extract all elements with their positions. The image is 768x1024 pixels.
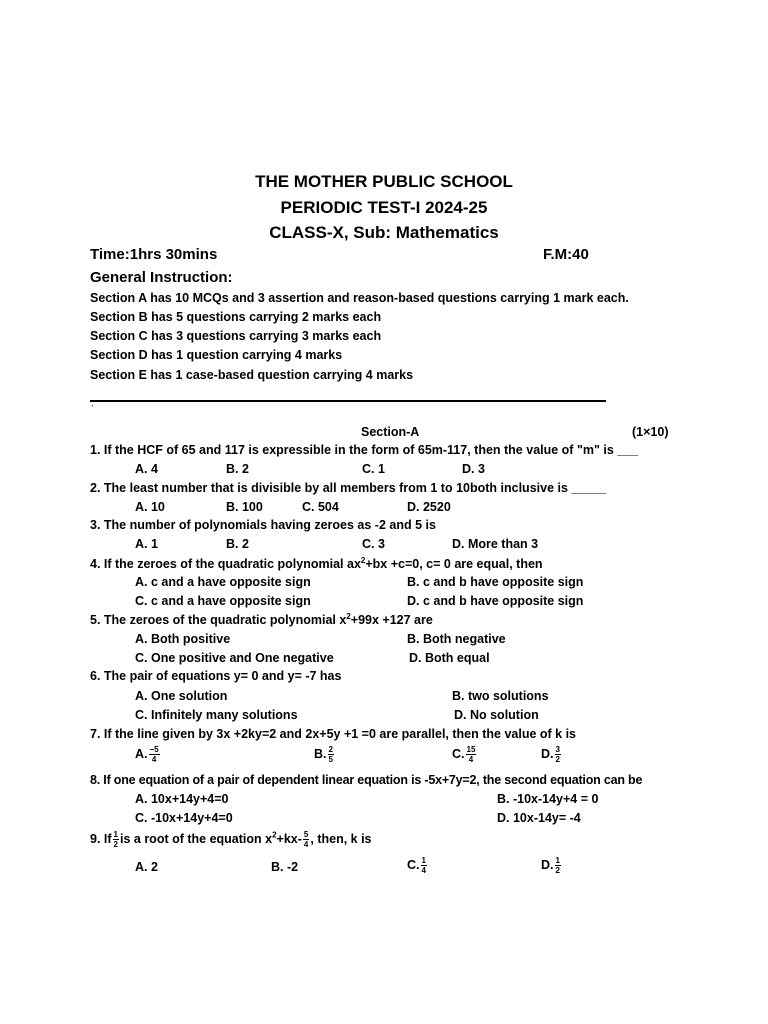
option [541,745,562,764]
question-text: 5. The zeroes of the quadratic polynomial x [90,613,347,628]
denominator: 2 [113,840,118,849]
denominator: 4 [151,755,157,764]
test-title: PERIODIC TEST-I 2024-25 [280,198,488,217]
option: D. 2520 [407,500,451,514]
option-prefix: C. [407,857,420,872]
option: B. c and b have opposite sign [407,575,584,589]
option [135,745,161,764]
option: D. Both equal [409,651,490,665]
instruction-line: Section B has 5 questions carrying 2 marks each [90,310,382,324]
exponent: 2 [272,830,277,840]
option: A. c and a have opposite sign [135,575,311,589]
numerator: 15 [466,745,476,754]
denominator: 4 [468,755,474,764]
option: D. 10x-14y= -4 [497,811,581,825]
numerator: 1 [113,830,118,839]
option: D. 3 [462,462,485,476]
school-name: THE MOTHER PUBLIC SCHOOL [255,172,513,191]
question-7: 7. If the line given by 3x +2ky=2 and 2x+5y +1 =0 are parallel, then the value of k is [90,727,576,741]
fraction [149,745,160,764]
numerator: 3 [555,745,560,754]
numerator: 1 [555,856,560,865]
divider-line [90,400,606,402]
denominator: 2 [555,866,560,875]
fraction [328,745,334,764]
fraction [421,856,427,875]
instruction-line: Section E has 1 case-based question carrying 4 marks [90,368,414,382]
numerator: 5 [303,830,309,839]
class-subject: CLASS-X, Sub: Mathematics [269,223,499,242]
question-text: +99x +127 are [350,613,433,628]
instructions-title: General Instruction: [90,269,233,286]
question-text: 9. If [90,831,112,846]
instruction-line: Section D has 1 question carrying 4 marks [90,348,343,362]
numerator: 2 [328,745,333,754]
option-prefix: D. [541,857,554,872]
option [452,745,477,764]
option: B. -10x-14y+4 = 0 [497,792,599,806]
option: D. No solution [454,708,539,722]
option: C. Infinitely many solutions [135,708,298,722]
option: B. 2 [226,462,249,476]
instruction-line: Section A has 10 MCQs and 3 assertion and reason-based questions carrying 1 mark each. [90,291,629,305]
fraction [113,830,119,849]
option [314,745,335,764]
question-9 [90,830,372,849]
option: A. 1 [135,537,158,551]
option-prefix: C. [452,746,465,761]
option: A. 10 [135,500,165,514]
option: A. Both positive [135,632,231,646]
question-text: , then, k is [310,831,372,846]
denominator: 4 [421,866,426,875]
stray-mark: ` [91,404,94,414]
option: A. One solution [135,689,228,703]
fraction [555,745,561,764]
question-2: 2. The least number that is divisible by all members from 1 to 10both inclusive is _____ [90,481,607,495]
option-prefix: D. [541,746,554,761]
section-title: Section-A [361,425,420,439]
question-8: 8. If one equation of a pair of dependent linear equation is -5x+7y=2, the second equation can be [90,773,643,787]
denominator: 5 [328,755,333,764]
full-marks: F.M:40 [543,246,589,263]
option [407,856,428,875]
question-text: +kx- [276,831,302,846]
option: D. c and b have opposite sign [407,594,584,608]
section-marks: (1×10) [632,425,669,439]
time-label: Time:1hrs 30mins [90,246,218,263]
question-text: +bx +c=0, c= 0 are equal, then [365,557,543,572]
option: B. two solutions [452,689,549,703]
fraction [555,856,561,875]
denominator: 2 [555,755,560,764]
option: B. 100 [226,500,263,514]
option: C. One positive and One negative [135,651,334,665]
numerator: −5 [149,745,159,754]
option: C. 504 [302,500,339,514]
question-3: 3. The number of polynomials having zeroes as -2 and 5 is [90,518,436,532]
option [541,856,562,875]
option: C. 1 [362,462,385,476]
numerator: 1 [421,856,426,865]
option: C. c and a have opposite sign [135,594,311,608]
question-1: 1. If the HCF of 65 and 117 is expressible in the form of 65m-117, then the value of "m" is ___ [90,443,639,457]
question-5 [90,612,433,627]
option: C. -10x+14y+4=0 [135,811,233,825]
question-text: is a root of the equation x [120,831,273,846]
option: D. More than 3 [452,537,539,551]
instruction-line: Section C has 3 questions carrying 3 marks each [90,329,382,343]
option: B. Both negative [407,632,506,646]
option: B. -2 [271,860,299,874]
question-text: 4. If the zeroes of the quadratic polynomial ax [90,557,361,572]
fraction [466,745,477,764]
fraction [303,830,309,849]
option: A. 2 [135,860,158,874]
exponent: 2 [346,612,351,621]
option: B. 2 [226,537,249,551]
exponent: 2 [360,556,366,565]
question-4 [90,556,543,571]
option: C. 3 [362,537,385,551]
option: A. 10x+14y+4=0 [135,792,229,806]
option-prefix: A. [135,746,148,761]
option-prefix: B. [314,746,327,761]
question-6: 6. The pair of equations y= 0 and y= -7 has [90,669,342,683]
option: A. 4 [135,462,158,476]
denominator: 4 [303,840,309,849]
